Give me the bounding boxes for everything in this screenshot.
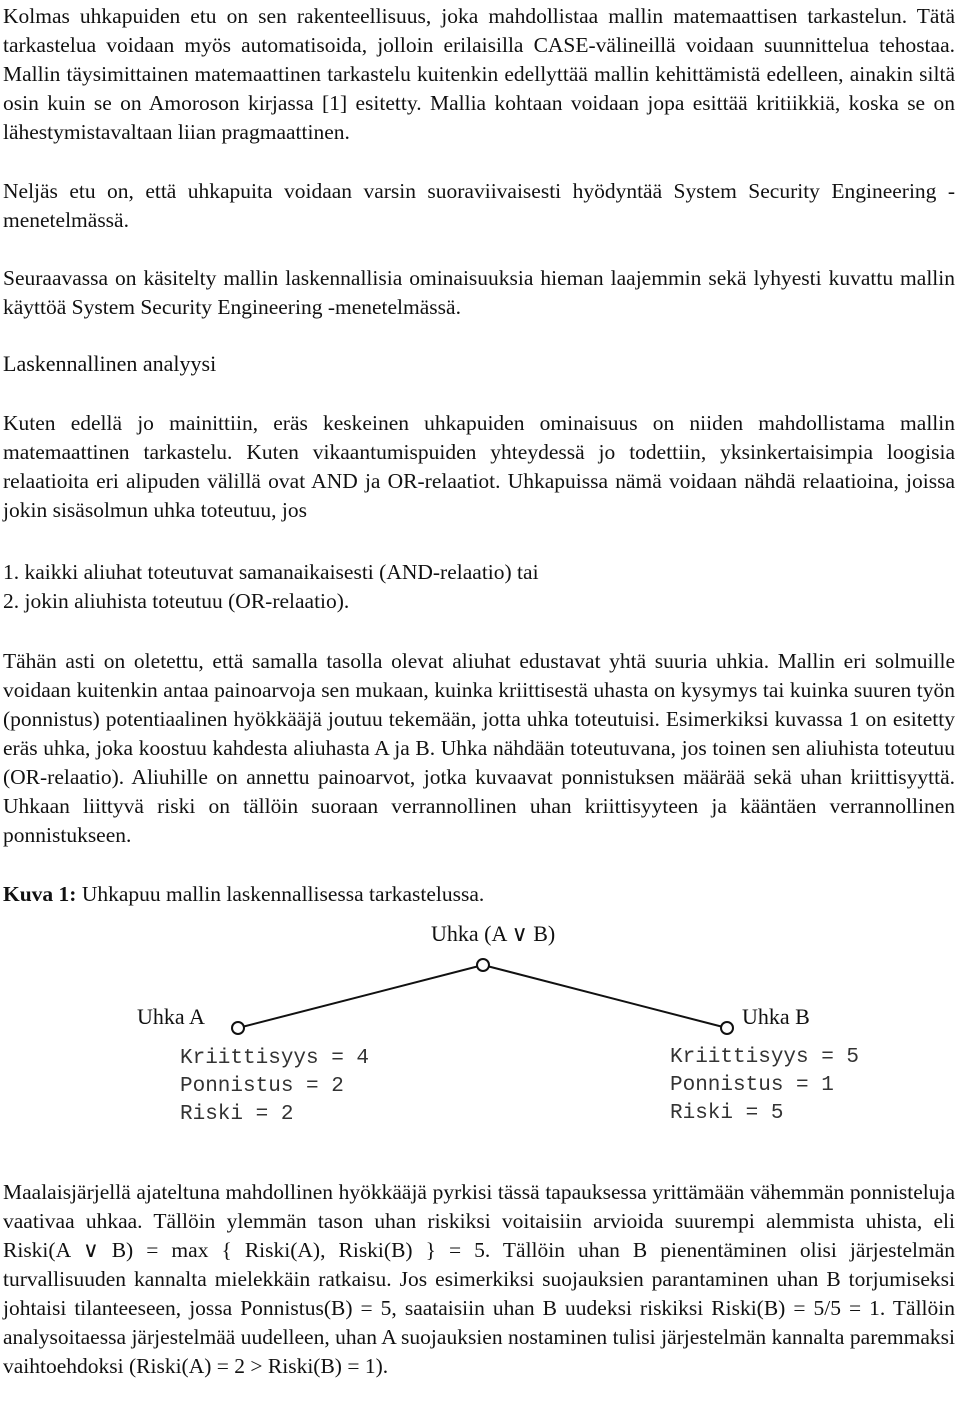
closing-paragraph: Maalaisjärjellä ajateltuna mahdollinen hyökkääjä pyrkisi tässä tapauksessa yrittämään vähemmän ponnisteluja vaativaa uhkaa. Tällöin ylemmän tason uhan riskiksi voitaisiin arvioida suurempi alemmista uhista, eli Riski(A ∨ B) = max { Riski(A), Riski(B) } = 5. Tällöin uhan B pienentäminen olisi järjestelmän turvallisuuden kannalta mielekkäin ratkaisu. Jos esimerkiksi suojauksien parantaminen uhan B torjumiseksi johtaisi tilanteeseen, jossa Ponnistus(B) = 5, saataisiin uhan B uudeksi riskiksi Riski(B) = 5/5 = 1. Tällöin analysoitaessa järjestelmää uudelleen, uhan A suojauksien nostaminen tulisi järjestelmän kannalta paremmaksi vaihtoehdoksi (Riski(A) = 2 > Riski(B) = 1). [3,1180,955,1378]
list-item: 1. kaikki aliuhat toteutuvat samanaikaisesti (AND-relaatio) tai [3,560,539,584]
node-b-label: Uhka B [742,1004,810,1029]
node-a-kriittisyys: Kriittisyys = 4 [180,1047,370,1070]
section-heading: Laskennallinen analyysi [3,351,217,376]
intro-paragraph-1: Kolmas uhkapuiden etu on sen rakenteellisuus, joka mahdollistaa mallin matemaattisen tarkastelun. Tätä tarkastelua voidaan myös automatisoida, jolloin erilaisilla CASE-välineillä voidaan suunnittelua tehostaa. Mallin täysimittainen matemaattinen tarkastelu kuitenkin edellyttää mallin kehittämistä edelleen, ainakin siltä osin kuin se on Amoroson kirjassa [1] esitetty. Mallia kohtaan voidaan jopa esittää kritiikkiä, koska se on lähestymistavaltaan liian pragmaattinen. [3,4,955,144]
section-paragraph-1: Kuten edellä jo mainittiin, eräs keskeinen uhkapuiden ominaisuus on niiden mahdollistama mallin matemaattinen tarkastelu. Kuten vikaantumispuiden yhteydessä jo todettiin, yksinkertaisimpia loogisia relaatioita eri alipuden välillä ovat AND ja OR-relaatiot. Uhkapuissa nämä voidaan nähdä relaatioina, joissa jokin sisäsolmun uhka toteutuu, jos [3,411,955,522]
node-b-kriittisyys: Kriittisyys = 5 [670,1046,860,1069]
intro-paragraph-3: Seuraavassa on käsitelty mallin laskennallisia ominaisuuksia hieman laajemmin sekä lyhyesti kuvattu mallin käyttöä System Security Engineering -menetelmässä. [3,266,955,319]
node-b-riski: Riski = 5 [670,1102,784,1125]
edge-root-to-a [238,965,483,1028]
node-b [721,1022,733,1034]
intro-paragraph-2: Neljäs etu on, että uhkapuita voidaan varsin suoraviivaisesti hyödyntää System Security Engineering -menetelmässä. [3,179,955,232]
root-node [477,959,489,971]
root-label: Uhka (A ∨ B) [431,921,556,946]
list-item: 2. jokin aliuhista toteutuu (OR-relaatio). [3,589,350,613]
node-a [232,1022,244,1034]
node-a-riski: Riski = 2 [180,1103,294,1126]
threat-tree-figure [0,900,960,1140]
node-a-label: Uhka A [137,1004,205,1029]
section-paragraph-2: Tähän asti on oletettu, että samalla tasolla olevat aliuhat edustavat yhtä suuria uhkia. Mallin eri solmuille voidaan kuitenkin antaa painoarvoja sen mukaan, kuinka kriittisestä uhasta on kysymys tai kuinka suuren työn (ponnistus) potentiaalinen hyökkääjä joutuu tekemään, jotta uhka toteutuisi. Esimerkiksi kuvassa 1 on esitetty eräs uhka, joka koostuu kahdesta aliuhasta A ja B. Uhka nähdään toteutuvana, jos toinen sen aliuhista toteutuu (OR-relaatio). Aliuhille on annettu painoarvot, jotka kuvaavat ponnistuksen määrää sekä uhan kriittisyyttä. Uhkaan liittyvä riski on tällöin suoraan verrannollinen uhan kriittisyyteen ja kääntäen verrannollinen ponnistukseen. [3,649,955,847]
node-b-ponnistus: Ponnistus = 1 [670,1074,834,1097]
edge-root-to-b [483,965,727,1028]
figure-caption-text: Uhkapuu mallin laskennallisessa tarkastelussa. [81,882,485,906]
figure-caption-label: Kuva 1: [3,882,77,906]
node-a-ponnistus: Ponnistus = 2 [180,1075,344,1098]
